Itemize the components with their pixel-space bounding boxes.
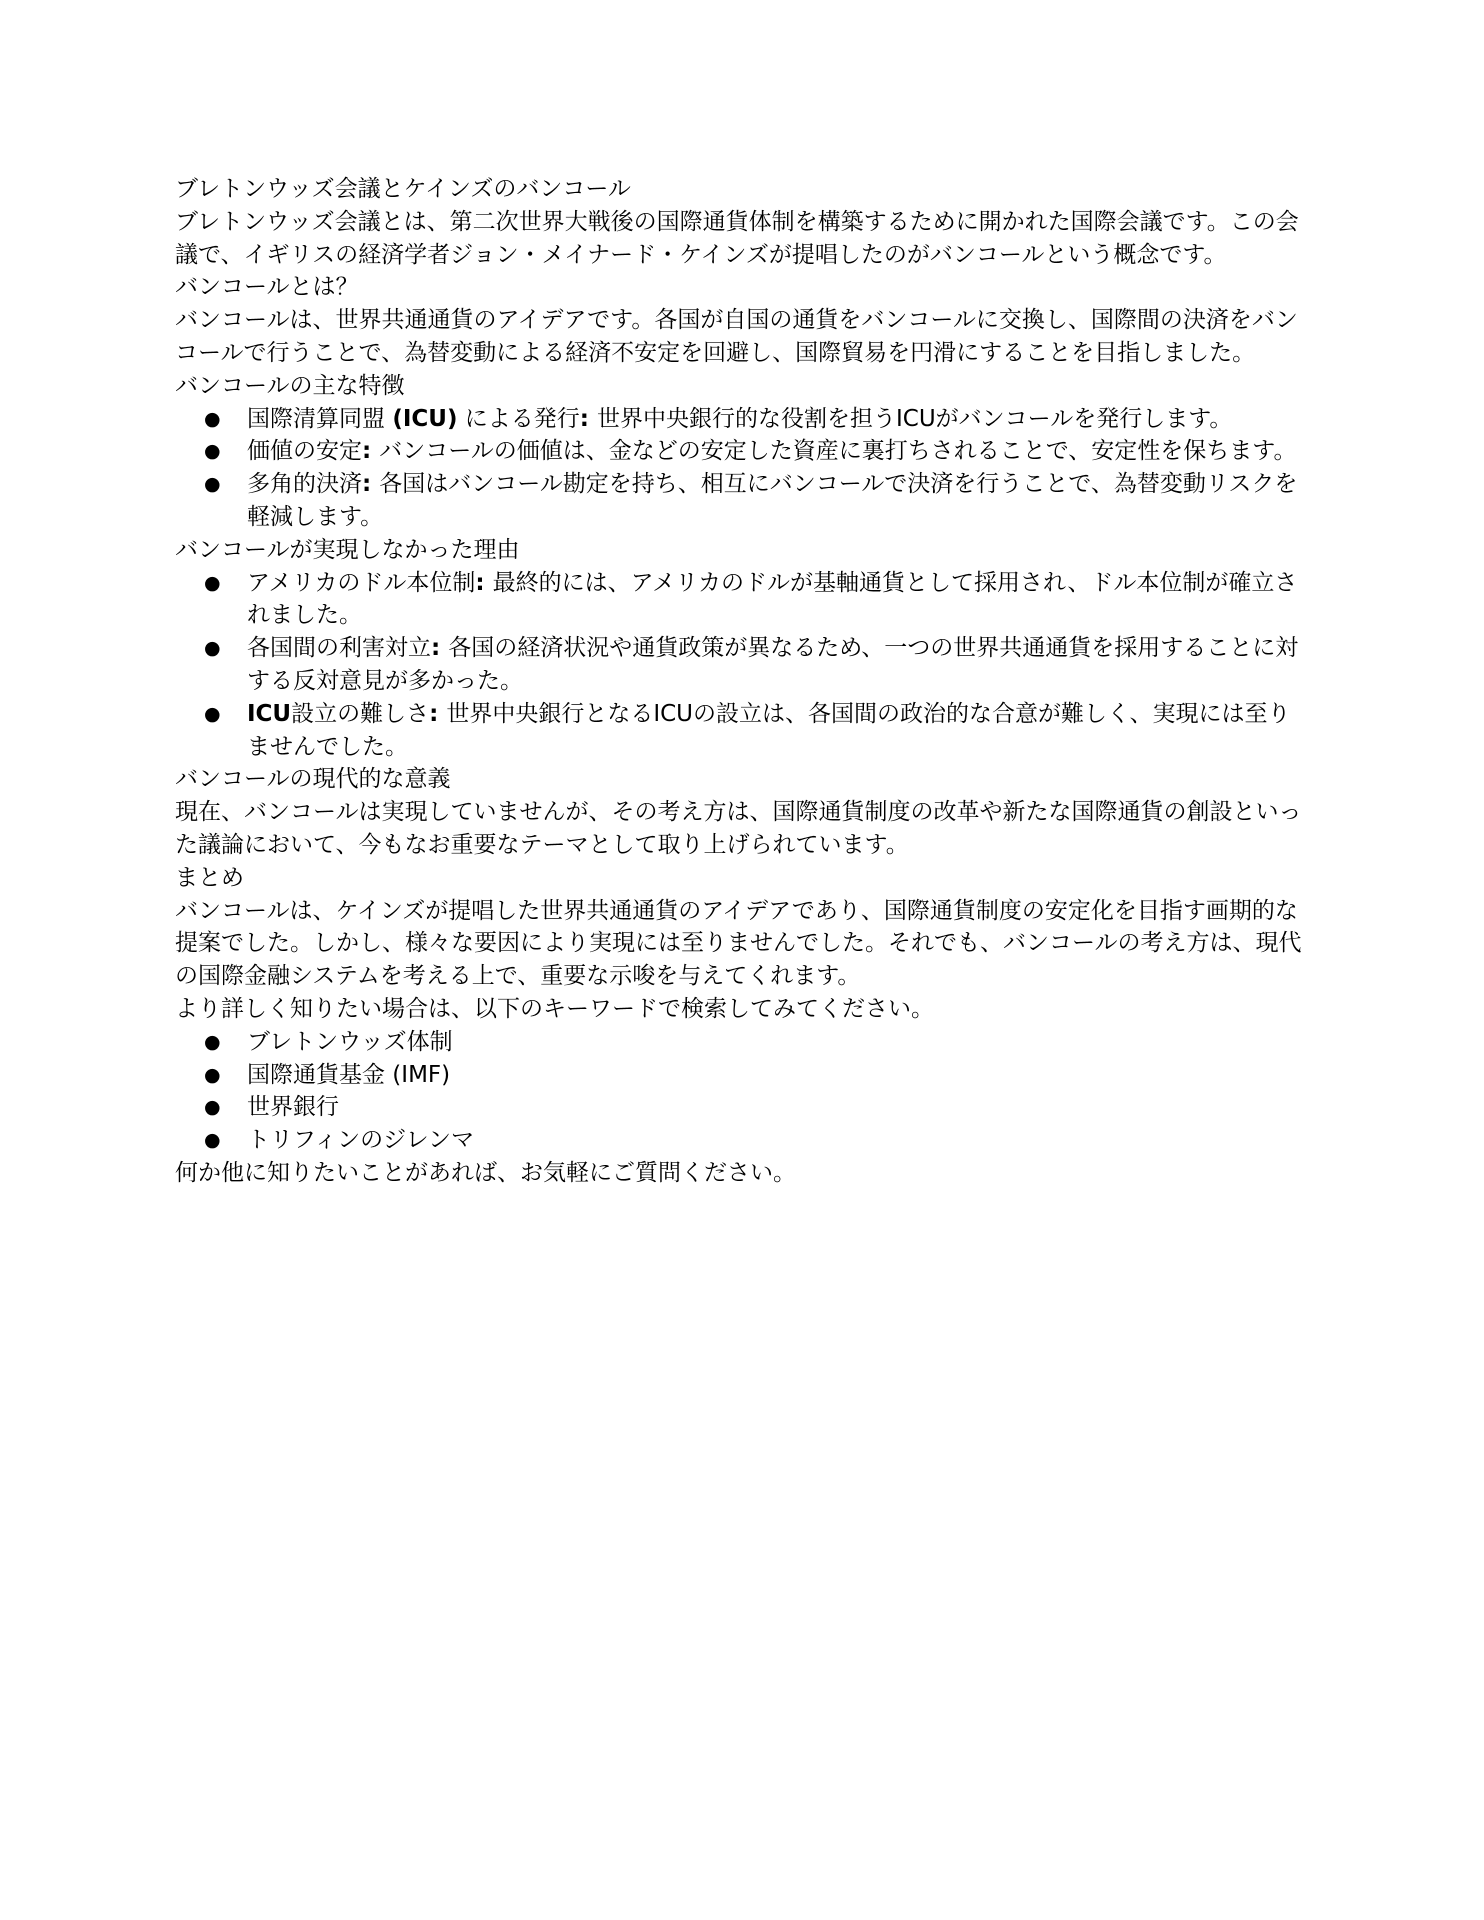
item-text: 各国の経済状況や通貨政策が異なるため、一つの世界共通通貨を採用することに対する反対意見が多かった。: [247, 635, 1299, 694]
item-term: 多角的決済: [247, 471, 362, 498]
features-list: [175, 403, 1310, 534]
item-term: による発行: [457, 405, 580, 432]
bullet-icon: ●: [204, 1030, 221, 1053]
list-item: [204, 1091, 1310, 1124]
bullet-icon: ●: [204, 1129, 221, 1152]
document-page: [175, 173, 1310, 1190]
bullet-icon: ●: [204, 1096, 221, 1119]
bullet-icon: ●: [204, 440, 221, 463]
item-term: アメリカのドル本位制: [247, 569, 476, 596]
item-term: 価値の安定: [247, 438, 362, 465]
item-separator: :: [362, 438, 380, 465]
section-body-what: バンコールは、世界共通通貨のアイデアです。各国が自国の通貨をバンコールに交換し、国際間の決済をバンコールで行うことで、為替変動による経済不安定を回避し、国際貿易を円滑にすることを目指しました。: [175, 307, 1298, 366]
keyword-text: トリフィンのジレンマ: [247, 1127, 475, 1154]
section-body-summary: バンコールは、ケインズが提唱した世界共通通貨のアイデアであり、国際通貨制度の安定化を目指す画期的な提案でした。しかし、様々な要因により実現には至りませんでした。それでも、バンコールの考え方は、現代の国際金融システムを考える上で、重要な示唆を与えてくれます。: [175, 897, 1302, 990]
item-separator: :: [431, 635, 449, 662]
keywords-list: [175, 1026, 1310, 1157]
item-text: 世界中央銀行となるICUの設立は、各国間の政治的な合意が難しく、実現には至りませんでした。: [247, 700, 1291, 760]
section-body-modern: 現在、バンコールは実現していませんが、その考え方は、国際通貨制度の改革や新たな国際通貨の創設といった議論において、今もなお重要なテーマとして取り上げられています。: [175, 799, 1302, 858]
item-separator: :: [475, 569, 493, 596]
section-heading-reasons: バンコールが実現しなかった理由: [175, 536, 520, 563]
list-item: [204, 403, 1310, 436]
keyword-text: 国際通貨基金 (IMF): [247, 1061, 451, 1088]
list-item: [204, 567, 1310, 633]
list-item: [204, 632, 1310, 698]
list-item: [204, 468, 1310, 534]
keywords-intro: より詳しく知りたい場合は、以下のキーワードで検索してみてください。: [175, 995, 934, 1022]
list-item: [204, 698, 1310, 764]
closing-line: 何か他に知りたいことがあれば、お気軽にご質問ください。: [175, 1159, 796, 1186]
item-separator: :: [429, 700, 447, 727]
bullet-icon: ●: [204, 1063, 221, 1086]
keyword-text: ブレトンウッズ体制: [247, 1028, 453, 1055]
bullet-icon: ●: [204, 571, 221, 594]
item-term: 国際清算同盟: [247, 405, 393, 432]
list-item: [204, 435, 1310, 468]
bullet-icon: ●: [204, 637, 221, 660]
item-separator: :: [362, 471, 380, 498]
section-heading-what: バンコールとは？: [175, 274, 359, 301]
item-text: 最終的には、アメリカのドルが基軸通貨として採用され、ドル本位制が確立されました。: [247, 569, 1298, 629]
section-heading-features: バンコールの主な特徴: [175, 372, 405, 399]
item-term: 各国間の利害対立: [247, 635, 431, 662]
list-item: [204, 1059, 1310, 1092]
item-term-bold: ICU: [247, 700, 292, 727]
intro-paragraph: ブレトンウッズ会議とは、第二次世界大戦後の国際通貨体制を構築するために開かれた国際会議です。この会議で、イギリスの経済学者ジョン・メイナード・ケインズが提唱したのがバンコールという概念です。: [175, 208, 1299, 268]
list-item: [204, 1124, 1310, 1157]
section-heading-summary: まとめ: [175, 864, 244, 891]
item-text: バンコールの価値は、金などの安定した資産に裏打ちされることで、安定性を保ちます。: [379, 438, 1297, 465]
section-heading-modern: バンコールの現代的な意義: [175, 766, 451, 793]
item-term: 設立の難しさ: [291, 700, 430, 727]
bullet-icon: ●: [204, 473, 221, 496]
reasons-list: [175, 567, 1310, 764]
item-separator: :: [579, 405, 597, 432]
item-text: 世界中央銀行的な役割を担うICUがバンコールを発行します。: [596, 405, 1233, 432]
item-text: 各国はバンコール勘定を持ち、相互にバンコールで決済を行うことで、為替変動リスクを軽減します。: [247, 471, 1298, 530]
bullet-icon: ●: [204, 702, 221, 725]
document-title: ブレトンウッズ会議とケインズのバンコール: [175, 176, 631, 202]
keyword-text: 世界銀行: [247, 1094, 339, 1121]
list-item: [204, 1026, 1310, 1059]
bullet-icon: ●: [204, 407, 221, 430]
item-term-bold: (ICU): [392, 405, 458, 432]
